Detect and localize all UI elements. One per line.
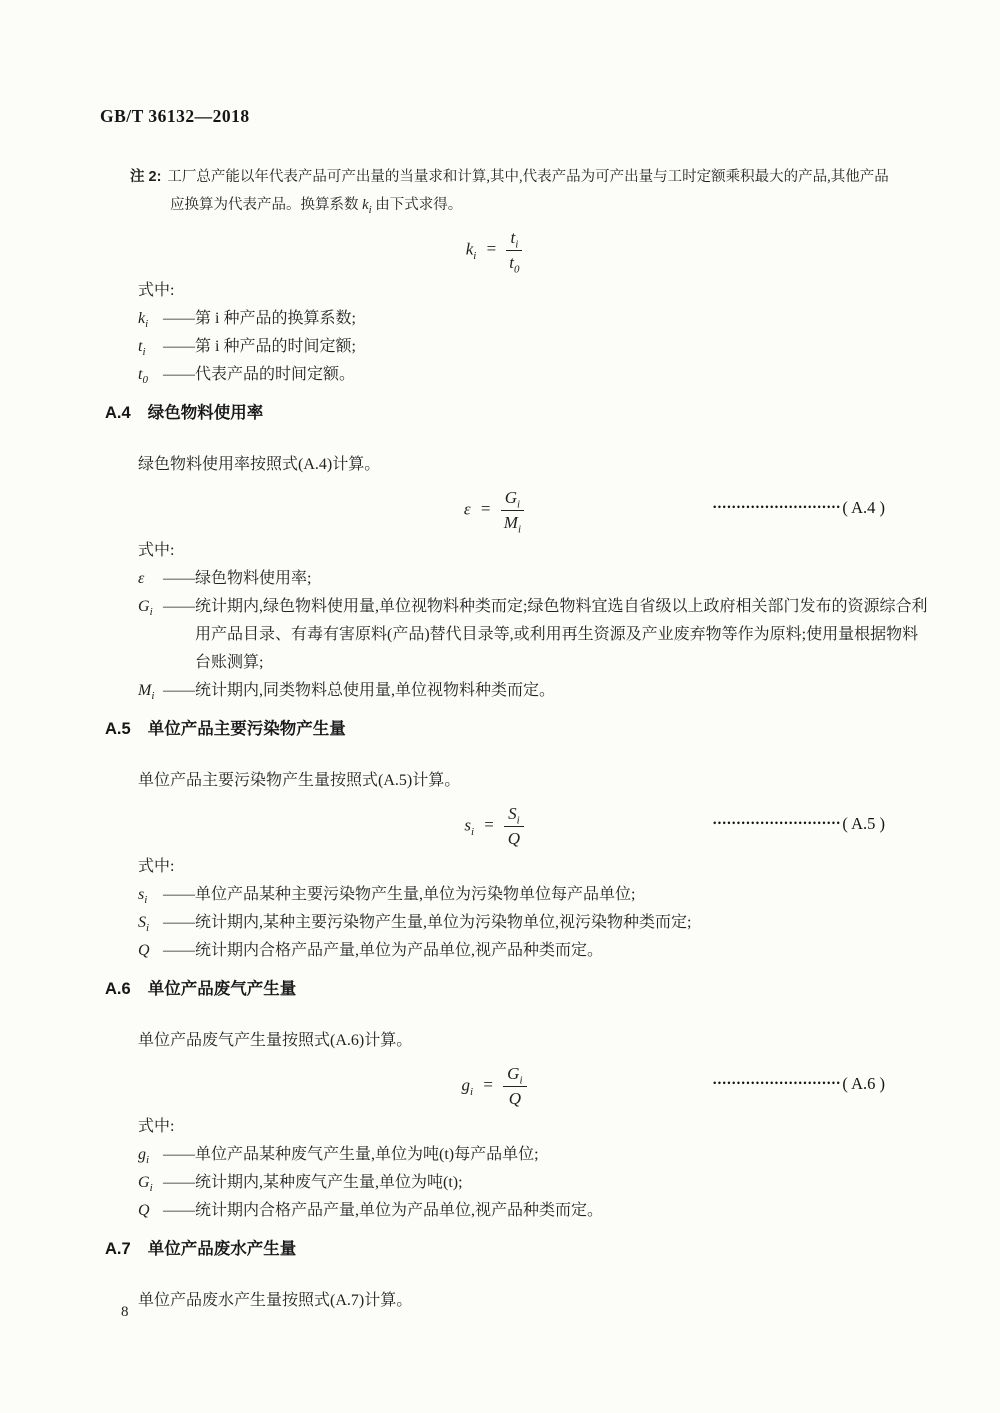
section-number: A.5 (105, 720, 131, 738)
formula-a5-num-var: S (508, 803, 517, 823)
formula-a6-eqno: ( A.6 ) (842, 1074, 885, 1093)
symbol-sub: i (146, 1154, 150, 1167)
symbol-var: G (138, 598, 150, 615)
symbol-sub: i (142, 346, 146, 359)
where-item (138, 1141, 928, 1169)
note-2-label: 注 2: (130, 169, 162, 185)
formula-a5-numerator (504, 804, 524, 827)
where-item (138, 333, 928, 361)
page-number: 8 (121, 1304, 129, 1320)
formula-a5 (100, 799, 888, 851)
formula-a5-leader (713, 814, 885, 834)
where-symbol (138, 1197, 163, 1225)
symbol-var: Q (138, 942, 150, 959)
formula-a5-lhs: s (464, 815, 471, 834)
symbol-sub: i (144, 894, 148, 907)
formula-k-lhs-sub: i (473, 249, 477, 262)
formula-a5-eqno: ( A.5 ) (842, 814, 885, 833)
note-2-var-sub: i (368, 203, 372, 216)
formula-k-den-sub: 0 (513, 262, 520, 275)
where-label-a4: 式中: (138, 542, 175, 559)
where-label-a6: 式中: (138, 1118, 175, 1135)
symbol-var: t (138, 366, 143, 383)
formula-a4-den-sub: i (517, 522, 521, 535)
dot-leader: ••••••••••••••••••••••••••• (713, 818, 842, 828)
note-2-text-pre: 工厂总产能以年代表产品可产出量的当量求和计算,其中,代表产品为可产出量与工时定额乘积最大的产品,其他产品应换算为代表产品。换算系数 (167, 169, 889, 213)
note-2-var: k (362, 197, 369, 213)
section-title: 绿色物料使用率 (147, 404, 264, 422)
section-a7-intro: 单位产品废水产生量按照式(A.7)计算。 (138, 1292, 413, 1309)
symbol-var: g (138, 1146, 146, 1163)
symbol-sub: 0 (142, 374, 148, 387)
section-title: 单位产品主要污染物产生量 (147, 720, 346, 738)
formula-a5-denominator (504, 827, 524, 849)
where-label-k: 式中: (138, 282, 175, 299)
formula-a6-body (462, 1064, 527, 1109)
where-item (138, 1197, 928, 1225)
where-symbol (138, 565, 163, 593)
equals-sign: = (486, 239, 497, 258)
formula-a4-lhs: ε (463, 499, 471, 518)
formula-a6-lhs: g (461, 1075, 470, 1094)
where-definition: ——统计期内合格产品产量,单位为产品单位,视产品种类而定。 (163, 942, 604, 959)
where-symbol (138, 677, 163, 705)
dot-leader: ••••••••••••••••••••••••••• (713, 502, 842, 512)
formula-k-lhs: k (465, 239, 474, 258)
symbol-var: Q (138, 1202, 150, 1219)
where-definition: ——单位产品某种主要污染物产生量,单位为污染物单位每产品单位; (163, 886, 636, 903)
section-a4-intro: 绿色物料使用率按照式(A.4)计算。 (138, 456, 381, 473)
where-item (138, 1169, 928, 1197)
where-definition: ——绿色物料使用率; (163, 570, 312, 587)
where-definition: ——统计期内,绿色物料使用量,单位视物料种类而定;绿色物料宜选自省级以上政府相关部门发布的资源综合利用产品目录、有毒有害原料(产品)替代目录等,或利用再生资源及产业废弃物等作为原料;使用量根据物料台账测算; (163, 598, 928, 671)
symbol-sub: i (151, 690, 155, 703)
formula-a4-denominator (501, 511, 524, 533)
symbol-var: ε (138, 570, 145, 587)
where-definition: ——第 i 种产品的时间定额; (163, 338, 356, 355)
formula-a6-leader (713, 1074, 885, 1094)
formula-a5-num-sub: i (516, 813, 520, 826)
where-item (138, 361, 928, 389)
formula-a6-den-var: Q (508, 1088, 521, 1108)
symbol-var: s (138, 886, 145, 903)
where-definition: ——统计期内,同类物料总使用量,单位视物料种类而定。 (163, 682, 556, 699)
formula-k-denominator (506, 251, 522, 273)
symbol-sub: i (149, 606, 153, 619)
where-definition: ——代表产品的时间定额。 (163, 366, 356, 383)
formula-k (100, 223, 888, 275)
formula-a6-num-sub: i (519, 1073, 523, 1086)
symbol-sub: i (145, 318, 149, 331)
formula-a4 (100, 483, 888, 535)
where-symbol (138, 881, 163, 909)
formula-a4-leader (713, 498, 885, 518)
where-item (138, 881, 928, 909)
symbol-var: G (138, 1174, 150, 1191)
formula-k-fraction (506, 228, 522, 273)
section-heading-a4 (105, 401, 888, 425)
symbol-var: S (138, 914, 146, 931)
where-symbol (138, 593, 163, 621)
doc-header: GB/T 36132—2018 (100, 106, 250, 126)
section-a5-intro: 单位产品主要污染物产生量按照式(A.5)计算。 (138, 772, 461, 789)
symbol-var: M (138, 682, 152, 699)
where-item (138, 593, 928, 677)
section-a6-intro: 单位产品废气产生量按照式(A.6)计算。 (138, 1032, 413, 1049)
formula-a5-den-var: Q (507, 828, 521, 848)
formula-a6-fraction (503, 1064, 526, 1109)
symbol-var: t (138, 338, 143, 355)
section-title: 单位产品废气产生量 (147, 980, 297, 998)
where-definition: ——统计期内,某种废气产生量,单位为吨(t); (163, 1174, 463, 1191)
where-item (138, 677, 928, 705)
note-2 (130, 163, 892, 219)
symbol-sub: i (149, 1182, 153, 1195)
formula-a4-body (464, 488, 524, 533)
formula-k-body (466, 228, 523, 273)
formula-a5-lhs-sub: i (470, 825, 475, 838)
section-number: A.7 (105, 1240, 131, 1258)
where-symbol (138, 909, 163, 937)
section-title: 单位产品废水产生量 (147, 1240, 297, 1258)
formula-a4-num-var: G (504, 487, 517, 507)
formula-a4-numerator (501, 488, 524, 511)
where-symbol (138, 361, 163, 389)
where-symbol (138, 333, 163, 361)
formula-a4-fraction (501, 488, 524, 533)
where-symbol (138, 305, 163, 333)
formula-k-den-var: t (509, 252, 514, 272)
formula-a5-body (464, 804, 523, 849)
where-definition: ——第 i 种产品的换算系数; (163, 310, 356, 327)
formula-k-num-sub: i (515, 237, 519, 250)
where-item (138, 565, 928, 593)
where-definition: ——统计期内,某种主要污染物产生量,单位为污染物单位,视污染物种类而定; (163, 914, 692, 931)
where-definition: ——单位产品某种废气产生量,单位为吨(t)每产品单位; (163, 1146, 539, 1163)
where-symbol (138, 937, 163, 965)
formula-a5-fraction (504, 804, 524, 849)
equals-sign: = (484, 815, 494, 834)
formula-k-num-var: t (510, 227, 516, 247)
formula-a6-denominator (503, 1087, 526, 1109)
dot-leader: ••••••••••••••••••••••••••• (713, 1078, 842, 1088)
section-heading-a7 (105, 1237, 888, 1261)
formula-k-numerator (506, 228, 522, 251)
symbol-sub: i (146, 922, 150, 935)
formula-a6-lhs-sub: i (470, 1085, 474, 1098)
section-heading-a6 (105, 977, 888, 1001)
formula-a6-numerator (503, 1064, 526, 1087)
equals-sign: = (480, 499, 491, 518)
where-item (138, 937, 928, 965)
section-number: A.6 (105, 980, 131, 998)
section-heading-a5 (105, 717, 888, 741)
note-2-text-post: 由下式求得。 (371, 197, 463, 213)
where-symbol (138, 1169, 163, 1197)
formula-a6 (100, 1059, 888, 1111)
formula-a4-eqno: ( A.4 ) (842, 498, 885, 517)
formula-a4-den-var: M (503, 512, 518, 532)
where-symbol (138, 1141, 163, 1169)
symbol-var: k (138, 310, 146, 327)
where-item (138, 305, 928, 333)
formula-a4-num-sub: i (517, 497, 521, 510)
where-item (138, 909, 928, 937)
where-label-a5: 式中: (138, 858, 175, 875)
equals-sign: = (483, 1075, 493, 1094)
formula-a6-num-var: G (507, 1063, 520, 1083)
where-definition: ——统计期内合格产品产量,单位为产品单位,视产品种类而定。 (163, 1202, 604, 1219)
section-number: A.4 (105, 404, 131, 422)
